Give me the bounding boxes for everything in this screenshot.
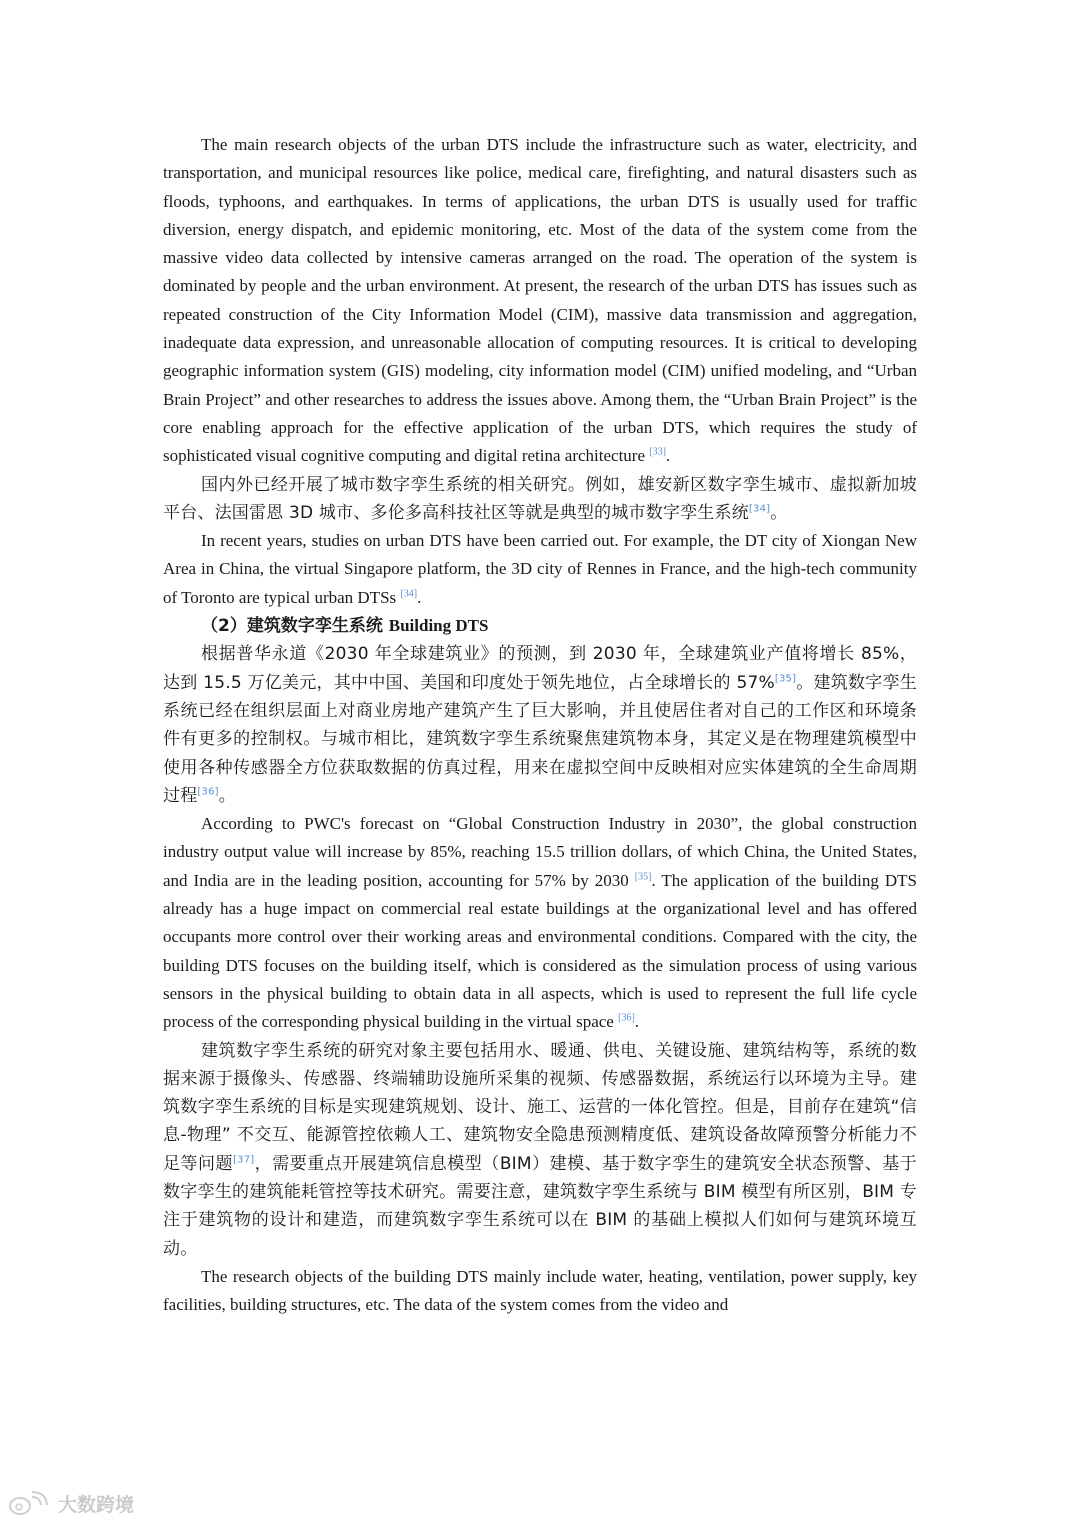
citation-link[interactable]: [33] — [649, 446, 666, 458]
weibo-logo-icon — [8, 1491, 52, 1517]
section-heading — [163, 612, 917, 640]
paragraph-building-objects-en — [163, 1263, 917, 1320]
paragraph-urban-dts-objects — [163, 131, 917, 471]
paragraph-tail: 。 — [218, 785, 236, 806]
watermark — [8, 1490, 134, 1517]
citation-link[interactable]: [36] — [197, 786, 219, 798]
paragraph-urban-dts-cases-cn — [163, 471, 917, 528]
paragraph-tail: . The application of the building DTS already has a huge impact on commercial real estate buildings at the organizational level and has offered occupants more control over their working areas and environmental conditions. Compared with the city, the building DTS focuses on the building itself, which is considered as the simulation process of using various sensors in the physical building to obtain data in all aspects, which is used to represent the full life cycle process of the corresponding physical building in the virtual space — [163, 870, 918, 1032]
paragraph-tail: . — [665, 446, 671, 466]
citation-link[interactable]: [37] — [233, 1154, 255, 1166]
paragraph-text: According to PWC's forecast on “Global Construction Industry in 2030”, the global construction industry output value will increase by 85%, reaching 15.5 trillion dollars, of which China, the United States, and India are in the leading position, accounting for 57% by 2030 — [163, 814, 917, 890]
watermark-text: 大数跨境 — [58, 1494, 135, 1516]
paragraph-text: 根据普华永道《2030 年全球建筑业》的预测，到 2030 年，全球建筑业产值将增长 85%，达到 15.5 万亿美元，其中中国、美国和印度处于领先地位，占全球增长的 57% — [163, 644, 917, 693]
paragraph-building-objects-cn — [163, 1037, 917, 1263]
paragraph-tail: . — [417, 587, 422, 607]
heading-cn: （2）建筑数字孪生系统 — [201, 616, 383, 637]
paragraph-text: 建筑数字孪生系统的研究对象主要包括用水、暖通、供电、关键设施、建筑结构等，系统的数据来源于摄像头、传感器、终端辅助设施所采集的视频、传感器数据，系统运行以环境为主导。建筑数字孪生系统的目标是实现建筑规划、设计、施工、运营的一体化管控。但是，目前存在建筑“信息-物理” 不交互、能源管控依赖人工、建筑物安全隐患预测精度低、建筑设备故障预警分析能力不足等问题 — [163, 1040, 917, 1174]
paragraph-building-forecast-cn — [163, 640, 917, 810]
paragraph-text: The main research objects of the urban DTS include the infrastructure such as water, electricity, and transportation, and municipal resources like police, medical care, firefighting, and natural disasters such as floods, typhoons, and earthquakes. In terms of applications, the urban DTS is usually used for traffic diversion, energy dispatch, and epidemic monitoring, etc. Most of the data of the system come from the massive video data collected by intensive cameras arranged on the road. The operation of the system is dominated by people and the urban environment. At present, the research of the urban DTS has issues such as repeated construction of the City Information Model (CIM), massive data transmission and aggregation, inadequate data expression, and unreasonable allocation of computing resources. It is critical to developing geographic information system (GIS) modeling, city information model (CIM) unified modeling, and “Urban Brain Project” and other researches to address the issues above. Among them, the “Urban Brain Project” is the core enabling approach for the effective application of the urban DTS, which requires the study of sophisticated visual cognitive computing and digital retina architecture — [163, 135, 917, 466]
paragraph-text: The research objects of the building DTS mainly include water, heating, ventilation, power supply, key facilities, building structures, etc. The data of the system comes from the video and — [163, 1266, 917, 1315]
citation-link[interactable]: [35] — [774, 672, 797, 684]
paragraph-tail: 。建筑数字孪生系统已经在组织层面上对商业房地产建筑产生了巨大影响，并且使居住者对自己的工作区和环境条件有更多的控制权。与城市相比，建筑数字孪生系统聚焦建筑物本身，其定义是在物理建筑模型中使用各种传感器全方位获取数据的仿真过程，用来在虚拟空间中反映相对应实体建筑的全生命周期过程 — [163, 672, 917, 806]
citation-link[interactable]: [34] — [400, 588, 418, 600]
heading-en: Building DTS — [388, 616, 489, 636]
paragraph-tail: 。 — [770, 502, 788, 523]
paragraph-building-forecast-en — [163, 810, 917, 1036]
citation-link[interactable]: [35] — [634, 871, 652, 883]
paragraph-text: In recent years, studies on urban DTS have been carried out. For example, the DT city of Xiongan New Area in China, the virtual Singapore platform, the 3D city of Rennes in France, and the high-tech community of Toronto are typical urban DTSs — [163, 531, 917, 607]
paragraph-tail: . — [634, 1012, 640, 1032]
citation-link[interactable]: [36] — [618, 1012, 635, 1024]
paragraph-tail: ，需要重点开展建筑信息模型（BIM）建模、基于数字孪生的建筑安全状态预警、基于数字孪生的建筑能耗管控等技术研究。需要注意，建筑数字孪生系统与 BIM 模型有所区别，BIM 专注于建筑物的设计和建造，而建筑数字孪生系统可以在 BIM 的基础上模拟人们如何与建筑环境互动。 — [163, 1153, 917, 1259]
citation-link[interactable]: [34] — [748, 503, 771, 515]
paragraph-text: 国内外已经开展了城市数字孪生系统的相关研究。例如，雄安新区数字孪生城市、虚拟新加坡平台、法国雷恩 3D 城市、多伦多高科技社区等就是典型的城市数字孪生系统 — [163, 474, 917, 523]
paragraph-urban-dts-cases-en — [163, 527, 917, 612]
document-page — [163, 131, 917, 1319]
